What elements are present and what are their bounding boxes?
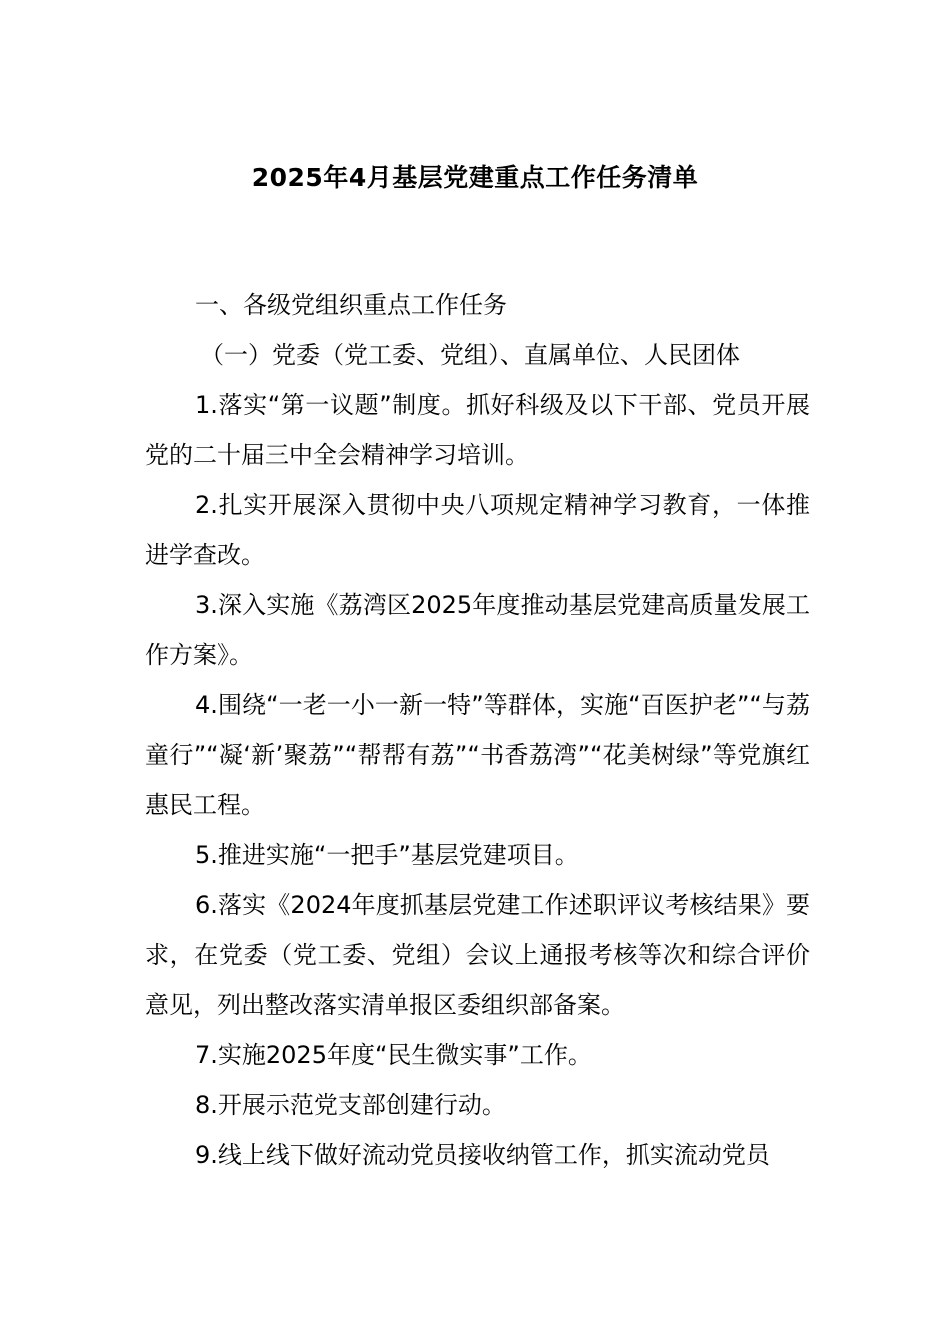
section-heading: 一、各级党组织重点工作任务 — [195, 291, 507, 319]
task-item-7: 7.实施2025年度“民生微实事”工作。 — [195, 1041, 592, 1069]
task-item-3: 3.深入实施《荔湾区2025年度推动基层党建高质量发展工作方案》。 — [145, 591, 810, 669]
task-item-9: 9.线上线下做好流动党员接收纳管工作，抓实流动党员 — [195, 1141, 770, 1169]
document-body — [145, 280, 810, 1180]
document-title: 2025年4月基层党建重点工作任务清单 — [251, 163, 699, 192]
subsection-heading: （一）党委（党工委、党组）、直属单位、人民团体 — [200, 341, 740, 369]
task-item-1: 1.落实“第一议题”制度。抓好科级及以下干部、党员开展党的二十届三中全会精神学习培训。 — [145, 391, 810, 469]
task-item-8: 8.开展示范党支部创建行动。 — [195, 1091, 506, 1119]
task-item-6: 6.落实《2024年度抓基层党建工作述职评议考核结果》要求，在党委（党工委、党组）会议上通报考核等次和综合评价意见，列出整改落实清单报区委组织部备案。 — [145, 891, 810, 1019]
task-item-2: 2.扎实开展深入贯彻中央八项规定精神学习教育，一体推进学查改。 — [145, 491, 810, 569]
task-item-4: 4.围绕“一老一小一新一特”等群体，实施“百医护老”“与荔童行”“凝‘新’聚荔”“帮帮有荔”“书香荔湾”“花美树绿”等党旗红惠民工程。 — [145, 691, 810, 819]
task-item-5: 5.推进实施“一把手”基层党建项目。 — [195, 841, 579, 869]
